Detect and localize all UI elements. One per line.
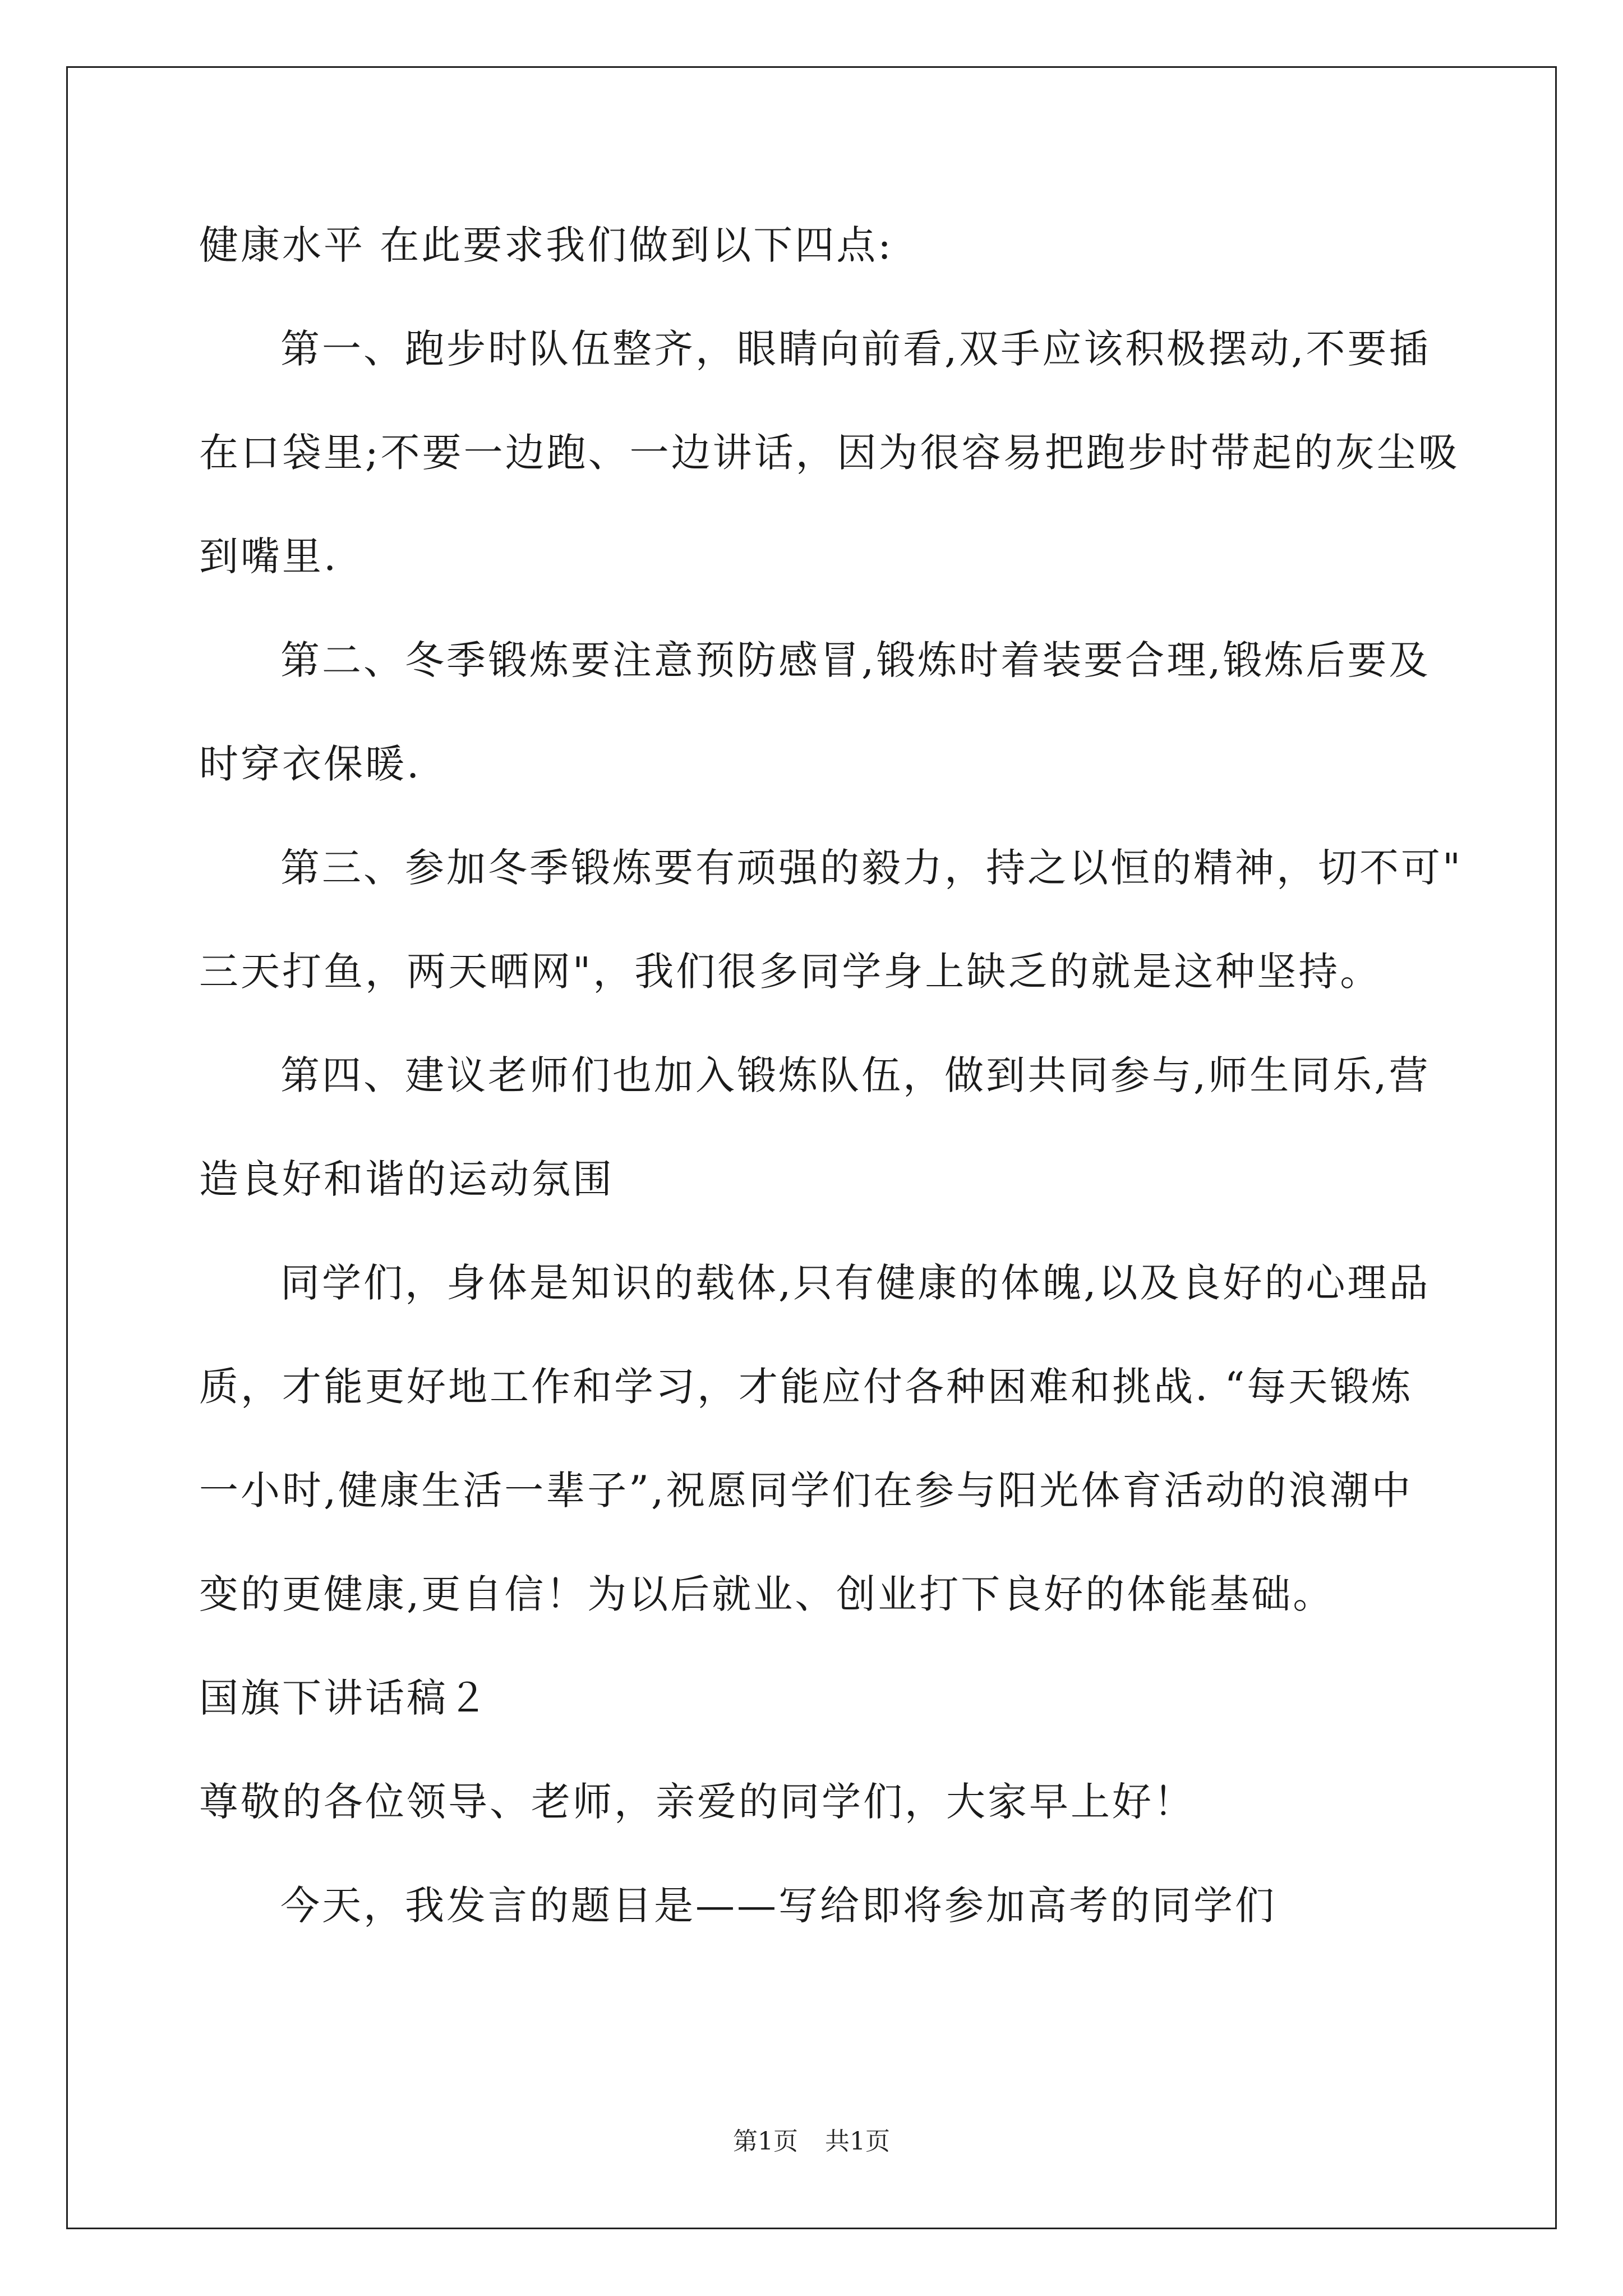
salutation: 尊敬的各位领导、老师，亲爱的同学们，大家早上好！ <box>199 1779 1195 1825</box>
text-line: 一小时,健康生活一辈子”,祝愿同学们在参与阳光体育活动的浪潮中 <box>199 1467 1413 1513</box>
paragraph-first-line: 第四、建议老师们也加入锻炼队伍，做到共同参与,师生同乐,营 <box>280 1052 1431 1098</box>
paragraph-first-line: 第二、冬季锻炼要注意预防感冒,锻炼时着装要合理,锻炼后要及 <box>280 637 1431 683</box>
paragraph-first-line: 今天，我发言的题目是——写给即将参加高考的同学们 <box>280 1883 1276 1929</box>
paragraph-first-line: 同学们，身体是知识的载体,只有健康的体魄,以及良好的心理品 <box>280 1260 1431 1306</box>
text-line: 变的更健康,更自信！为以后就业、创业打下良好的体能基础。 <box>199 1571 1335 1617</box>
text-line: 三天打鱼，两天晒网"，我们很多同学身上缺乏的就是这种坚持。 <box>199 949 1382 995</box>
text-line: 质，才能更好地工作和学习，才能应付各种困难和挑战. “每天锻炼 <box>199 1364 1413 1410</box>
text-line: 在口袋里;不要一边跑、一边讲话，因为很容易把跑步时带起的灰尘吸 <box>199 430 1460 476</box>
section-heading: 国旗下讲话稿２ <box>199 1675 490 1721</box>
page-number: 第1页 <box>733 2127 798 2156</box>
text-line: 时穿衣保暖. <box>199 741 422 787</box>
paragraph-first-line: 第三、参加冬季锻炼要有顽强的毅力，持之以恒的精神，切不可" <box>280 845 1463 891</box>
paragraph-first-line: 第一、跑步时队伍整齐，眼睛向前看,双手应该积极摆动,不要插 <box>280 326 1431 372</box>
page-total: 共1页 <box>825 2127 890 2156</box>
text-line: 造良好和谐的运动氛围 <box>199 1156 614 1202</box>
page-footer <box>0 2126 1623 2157</box>
text-line: 到嘴里. <box>199 533 339 579</box>
text-line: 健康水平 在此要求我们做到以下四点: <box>199 222 893 268</box>
